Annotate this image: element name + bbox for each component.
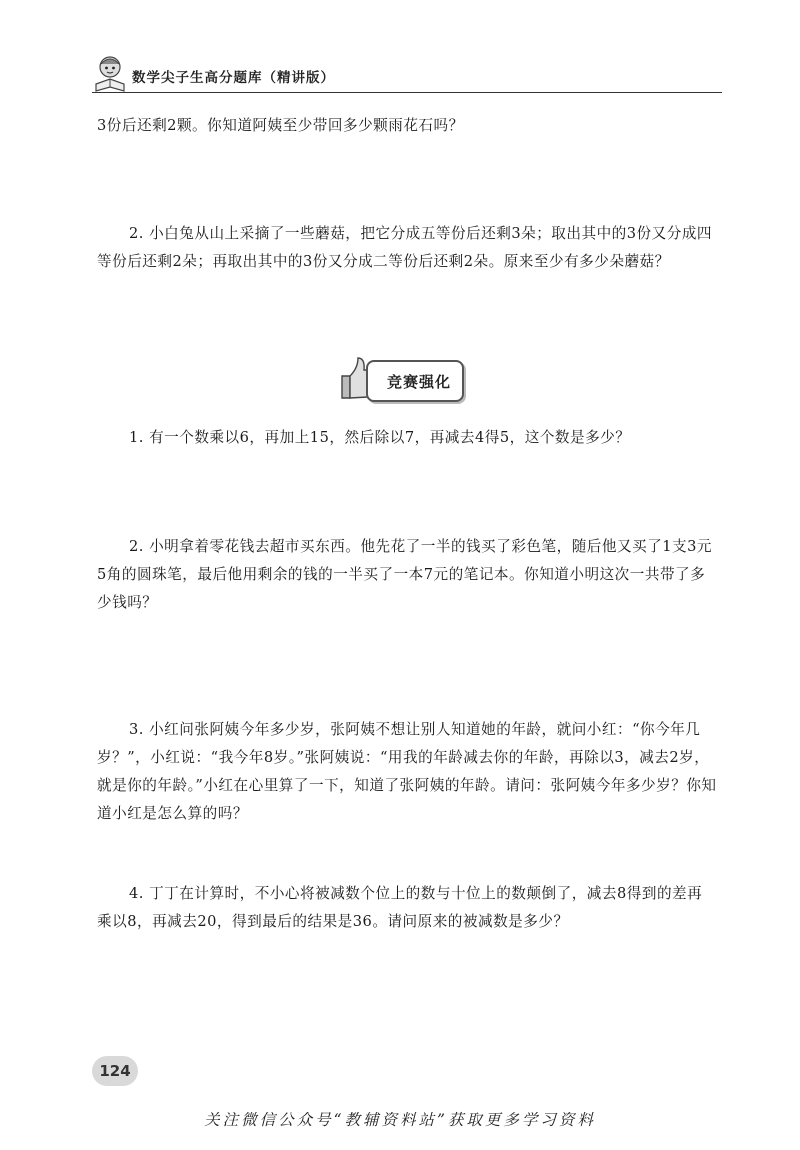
contest-question-3: 3. 小红问张阿姨今年多少岁，张阿姨不想让别人知道她的年龄，就问小红：“你今年几岁？”，小红说：“我今年8岁。”张阿姨说：“用我的年龄减去你的年龄，再除以3，减去2岁，就是你的年龄。”小红在心里算了一下，知道了张阿姨的年龄。请问：张阿姨今年多少岁？你知道小红是怎么算的吗？ [97, 721, 717, 822]
contest-question-4: 4. 丁丁在计算时，不小心将被减数个位上的数与十位上的数颠倒了，减去8得到的差再乘以8，再减去20，得到最后的结果是36。请问原来的被减数是多少？ [97, 885, 703, 930]
contest-question-2: 2. 小明拿着零花钱去超市买东西。他先花了一半的钱买了彩色笔，随后他又买了1支3元5角的圆珠笔，最后他用剩余的钱的一半买了一本7元的笔记本。你知道小明这次一共带了多少钱吗？ [97, 538, 713, 611]
header-divider [92, 92, 722, 93]
problem-2: 2. 小白兔从山上采摘了一些蘑菇，把它分成五等份后还剩3朵；取出其中的3份又分成四等份后还剩2朵；再取出其中的3份又分成二等份后还剩2朵。原来至少有多少朵蘑菇？ [97, 225, 713, 270]
problem-continuation: 3份后还剩2颗。你知道阿姨至少带回多少颗雨花石吗？ [97, 117, 464, 134]
page-number: 124 [92, 1056, 138, 1086]
section-title: 竞赛强化 [386, 372, 451, 391]
contest-question-1: 1. 有一个数乘以6，再加上15，然后除以7，再减去4得5，这个数是多少？ [129, 429, 631, 446]
section-title-box [366, 360, 464, 402]
page-header [92, 54, 722, 94]
footer-note: 关注微信公众号“教辅资料站”获取更多学习资料 [204, 1111, 596, 1129]
section-badge [338, 352, 470, 408]
reading-child-icon [92, 54, 128, 94]
book-title: 数学尖子生高分题库（精讲版） [132, 70, 335, 86]
